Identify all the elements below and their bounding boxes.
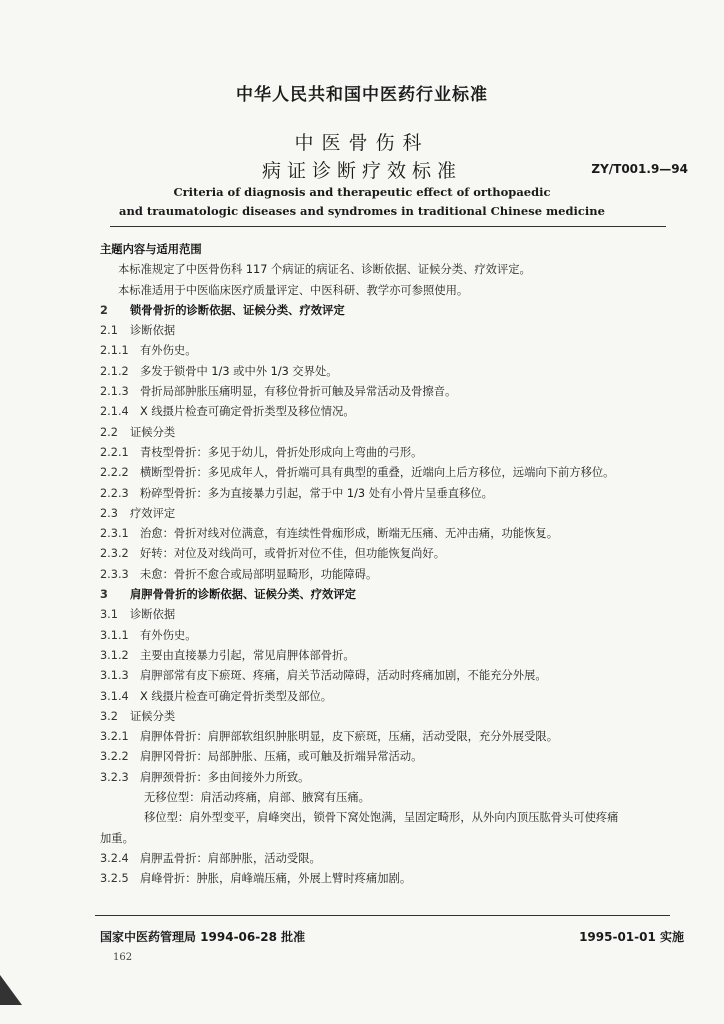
body-line bbox=[100, 281, 700, 301]
clause-number: 2.3.1 bbox=[100, 527, 129, 541]
clause-number: 3.1.4 bbox=[100, 689, 129, 703]
clause-number: 3.1.1 bbox=[100, 628, 129, 642]
clause-text: 诊断依据 bbox=[130, 608, 176, 622]
clause-text: 治愈：骨折对线对位满意，有连续性骨痂形成，断端无压痛、无冲击痛，功能恢复。 bbox=[140, 527, 558, 541]
clause-text: 多发于锁骨中 1/3 或中外 1/3 交界处。 bbox=[140, 364, 338, 378]
body-line bbox=[100, 504, 700, 524]
english-title-line1: Criteria of diagnosis and therapeutic effect of orthopaedic bbox=[173, 185, 551, 199]
clause-text: X 线摄片检查可确定骨折类型及移位情况。 bbox=[140, 405, 355, 419]
clause-text: 移位型：肩外型变平，肩峰突出，锁骨下窝处饱满，呈固定畸形，从外向内顶压肱骨头可使疼痛 bbox=[144, 811, 619, 825]
clause-number: 3.2.5 bbox=[100, 872, 129, 886]
clause-text: 肩胛骨骨折的诊断依据、证候分类、疗效评定 bbox=[130, 588, 356, 602]
body-line bbox=[100, 423, 700, 443]
clause-number: 3.1.2 bbox=[100, 648, 129, 662]
body-line bbox=[100, 565, 700, 585]
clause-text: 粉碎型骨折：多为直接暴力引起，常于中 1/3 处有小骨片呈垂直移位。 bbox=[140, 486, 493, 500]
clause-text: 加重。 bbox=[100, 831, 134, 845]
body-line bbox=[100, 707, 700, 727]
body-line bbox=[100, 382, 700, 402]
body-line bbox=[100, 260, 700, 280]
body-line bbox=[100, 646, 700, 666]
body-line bbox=[100, 788, 700, 808]
clause-text: 横断型骨折：多见成年人，骨折端可具有典型的重叠，近端向上后方移位，远端向下前方移位。 bbox=[140, 466, 615, 480]
section-heading bbox=[100, 585, 700, 605]
main-title-line1: 中医骨伤科 bbox=[294, 132, 430, 154]
clause-text: 主题内容与适用范围 bbox=[100, 243, 202, 256]
body-line bbox=[100, 443, 700, 463]
clause-text: 有外伤史。 bbox=[140, 344, 197, 358]
body-line bbox=[100, 869, 700, 889]
clause-text: 肩胛冈骨折：局部肿胀、压痛，或可触及折端异常活动。 bbox=[140, 750, 423, 764]
body-line bbox=[100, 808, 700, 828]
clause-number: 2.1.4 bbox=[100, 405, 129, 419]
body-line bbox=[100, 544, 700, 564]
clause-number: 3.1 bbox=[100, 608, 118, 622]
clause-number: 2.2 bbox=[100, 425, 118, 439]
body-line bbox=[100, 626, 700, 646]
clause-text: 好转：对位及对线尚可，或骨折对位不佳，但功能恢复尚好。 bbox=[140, 547, 446, 561]
section-heading bbox=[100, 301, 700, 321]
body-line bbox=[100, 829, 700, 849]
clause-text: 青枝型骨折：多见于幼儿，骨折处形成向上弯曲的弓形。 bbox=[140, 445, 423, 459]
clause-number: 3 bbox=[100, 588, 108, 602]
clause-number: 2.1 bbox=[100, 324, 118, 338]
body-line bbox=[100, 605, 700, 625]
clause-number: 2.2.1 bbox=[100, 445, 129, 459]
clause-number: 3.2.2 bbox=[100, 750, 129, 764]
main-title-line2: 病证诊断疗效标准 bbox=[261, 160, 462, 182]
clause-number: 3.2.1 bbox=[100, 730, 129, 744]
body-line bbox=[100, 524, 700, 544]
clause-number: 2.1.3 bbox=[100, 385, 129, 399]
clause-number: 2.3 bbox=[100, 506, 118, 520]
body-line bbox=[100, 484, 700, 504]
clause-number: 2.1.1 bbox=[100, 344, 129, 358]
clause-number: 2.2.3 bbox=[100, 486, 129, 500]
clause-text: 肩胛盂骨折：肩部肿胀，活动受限。 bbox=[140, 851, 321, 865]
clause-number: 3.2.4 bbox=[100, 851, 129, 865]
body-line bbox=[100, 402, 700, 422]
body-line bbox=[100, 362, 700, 382]
page-number: 162 bbox=[113, 952, 133, 963]
scan-corner-mark bbox=[0, 975, 22, 1005]
clause-text: 有外伤史。 bbox=[140, 628, 197, 642]
clause-text: 肩胛颈骨折：多由间接外力所致。 bbox=[140, 770, 310, 784]
body-line bbox=[100, 341, 700, 361]
clause-number: 2.3.3 bbox=[100, 567, 129, 581]
english-title-line2: and traumatologic diseases and syndromes in traditional Chinese medicine bbox=[119, 204, 605, 218]
clause-text: 本标准规定了中医骨伤科 117 个病证的病证名、诊断依据、证候分类、疗效评定。 bbox=[118, 263, 531, 277]
body-line bbox=[100, 849, 700, 869]
body-line bbox=[100, 463, 700, 483]
clause-number: 2.1.2 bbox=[100, 364, 129, 378]
clause-number: 2 bbox=[100, 303, 108, 317]
standard-title: 中华人民共和国中医药行业标准 bbox=[236, 85, 488, 105]
footer-divider bbox=[95, 915, 670, 916]
clause-text: 证候分类 bbox=[130, 425, 176, 439]
clause-text: 本标准适用于中医临床医疗质量评定、中医科研、教学亦可参照使用。 bbox=[118, 283, 469, 297]
section-heading bbox=[100, 240, 700, 260]
clause-text: 肩胛部常有皮下瘀斑、疼痛，肩关节活动障碍，活动时疼痛加剧，不能充分外展。 bbox=[140, 669, 547, 683]
clause-number: 3.2.3 bbox=[100, 770, 129, 784]
clause-text: 疗效评定 bbox=[130, 506, 176, 520]
body-line bbox=[100, 666, 700, 686]
body-line bbox=[100, 321, 700, 341]
approval-line: 国家中医药管理局 1994-06-28 批准 bbox=[100, 930, 306, 944]
document-body bbox=[100, 240, 700, 890]
clause-text: 诊断依据 bbox=[130, 324, 176, 338]
body-line bbox=[100, 768, 700, 788]
clause-number: 3.1.3 bbox=[100, 669, 129, 683]
clause-text: 锁骨骨折的诊断依据、证候分类、疗效评定 bbox=[130, 303, 345, 317]
clause-text: 证候分类 bbox=[130, 709, 176, 723]
header-divider bbox=[110, 226, 666, 227]
clause-number: 3.2 bbox=[100, 709, 118, 723]
clause-text: 肩胛体骨折：肩胛部软组织肿胀明显，皮下瘀斑，压痛，活动受限，充分外展受限。 bbox=[140, 730, 558, 744]
clause-text: X 线摄片检查可确定骨折类型及部位。 bbox=[140, 689, 333, 703]
body-line bbox=[100, 747, 700, 767]
implementation-date: 1995-01-01 实施 bbox=[579, 930, 684, 944]
clause-number: 2.2.2 bbox=[100, 466, 129, 480]
body-line bbox=[100, 687, 700, 707]
clause-text: 主要由直接暴力引起，常见肩胛体部骨折。 bbox=[140, 648, 355, 662]
clause-text: 无移位型：肩活动疼痛，肩部、腋窝有压痛。 bbox=[144, 791, 370, 805]
clause-text: 肩峰骨折：肿胀，肩峰端压痛，外展上臂时疼痛加剧。 bbox=[140, 872, 412, 886]
body-line bbox=[100, 727, 700, 747]
clause-text: 未愈：骨折不愈合或局部明显畸形，功能障碍。 bbox=[140, 567, 378, 581]
clause-text: 骨折局部肿胀压痛明显，有移位骨折可触及异常活动及骨擦音。 bbox=[140, 385, 457, 399]
clause-number: 2.3.2 bbox=[100, 547, 129, 561]
standard-code: ZY/T001.9—94 bbox=[591, 162, 688, 176]
